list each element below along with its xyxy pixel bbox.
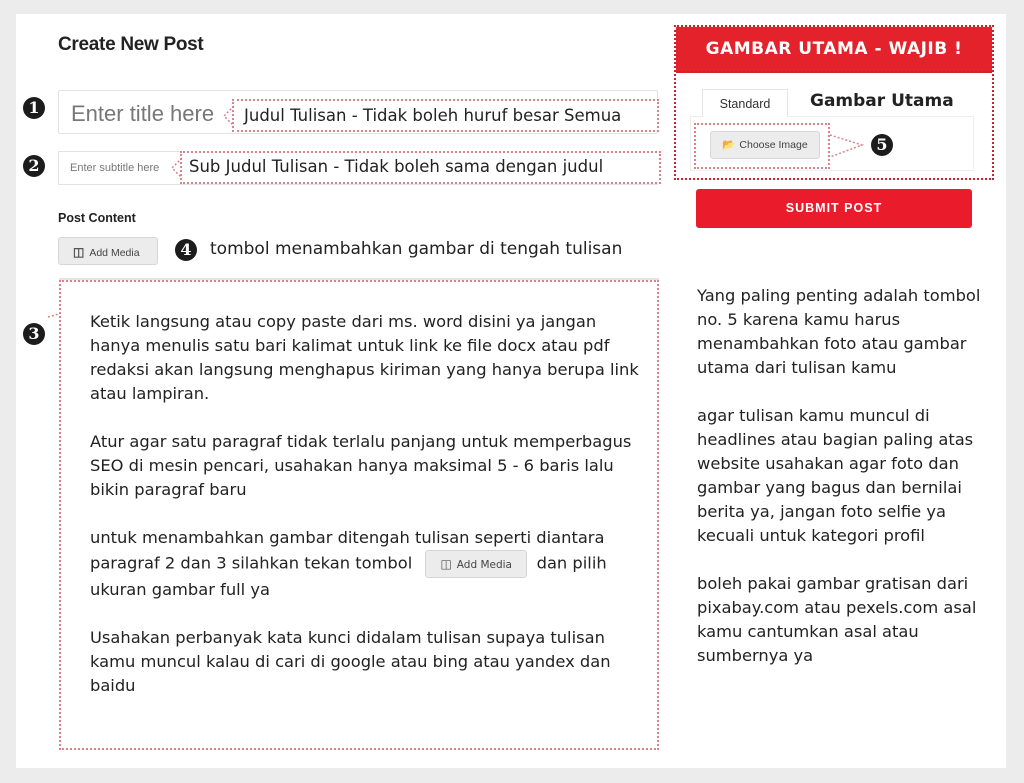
callout-pointer-icon	[828, 131, 868, 161]
featured-image-box	[674, 25, 994, 180]
editor-line: ukuran gambar full ya	[90, 580, 270, 599]
subtitle-placeholder: Enter subtitle here	[70, 162, 160, 174]
inline-add-media-button[interactable]	[425, 550, 527, 578]
submit-post-button[interactable]: SUBMIT POST	[696, 189, 972, 228]
sidebar-note: Yang paling penting adalah tombol no. 5 karena kamu harus menambahkan foto atau gambar utama dari tulisan kamu	[697, 286, 981, 377]
annotation-number-4: 4	[175, 239, 197, 261]
add-media-label: Add Media	[89, 247, 140, 259]
editor-paragraph	[90, 526, 650, 602]
subtitle-hint-callout: Sub Judul Tulisan - Tidak boleh sama dengan judul	[180, 151, 661, 184]
add-media-button[interactable]	[58, 237, 158, 265]
add-media-hint: tombol menambahkan gambar di tengah tulisan	[210, 239, 623, 259]
folder-open-icon: 📂	[722, 139, 736, 151]
media-icon: ◫	[73, 245, 85, 259]
choose-image-callout	[694, 123, 830, 169]
media-icon: ◫	[440, 557, 452, 571]
title-placeholder: Enter title here	[71, 101, 215, 126]
inline-add-media-label: Add Media	[456, 559, 512, 571]
annotation-number-2: 2	[23, 155, 45, 177]
tab-standard[interactable]: Standard	[702, 89, 788, 117]
editor-line: dan pilih	[536, 553, 607, 573]
title-hint-callout: Judul Tulisan - Tidak boleh huruf besar Semua	[232, 99, 659, 132]
post-content-label: Post Content	[58, 211, 136, 225]
choose-image-button[interactable]	[710, 131, 820, 159]
editor-paragraph: Usahakan perbanyak kata kunci didalam tulisan supaya tulisan kamu muncul kalau di cari di google atau bing atau yandex dan baidu	[90, 628, 611, 695]
choose-image-label: Choose Image	[739, 139, 808, 151]
editor-paragraph: Atur agar satu paragraf tidak terlalu panjang untuk memperbagus SEO di mesin pencari, usahakan hanya maksimal 5 - 6 baris lalu bikin paragraf baru	[90, 432, 632, 499]
sidebar-notes	[697, 284, 997, 692]
featured-image-tab-title: Gambar Utama	[810, 91, 954, 111]
annotation-number-5: 5	[871, 134, 893, 156]
annotation-number-3: 3	[23, 323, 45, 345]
editor-text	[90, 310, 650, 722]
callout-pointer-icon	[170, 156, 184, 180]
editor-paragraph: Ketik langsung atau copy paste dari ms. word disini ya jangan hanya menulis satu bari kalimat untuk link ke file docx atau pdf redaksi akan langsung menghapus kiriman yang hanya berupa link atau lampiran.	[90, 312, 639, 403]
editor-line: paragraf 2 dan 3 silahkan tekan tombol	[90, 553, 413, 573]
sidebar-note: agar tulisan kamu muncul di headlines atau bagian paling atas website usahakan agar foto dan gambar yang bagus dan bernilai berita ya, jangan foto selfie ya kecuali untuk kategori profil	[697, 406, 974, 545]
callout-pointer-icon	[222, 104, 236, 128]
annotation-number-1: 1	[23, 97, 45, 119]
sidebar-note: boleh pakai gambar gratisan dari pixabay.com atau pexels.com asal kamu cantumkan asal atau sumbernya ya	[697, 574, 977, 665]
post-content-editor[interactable]	[59, 280, 659, 750]
editor-line: untuk menambahkan gambar ditengah tulisan seperti diantara	[90, 528, 605, 547]
page-title: Create New Post	[58, 34, 204, 55]
featured-image-header: GAMBAR UTAMA - WAJIB !	[676, 27, 992, 73]
